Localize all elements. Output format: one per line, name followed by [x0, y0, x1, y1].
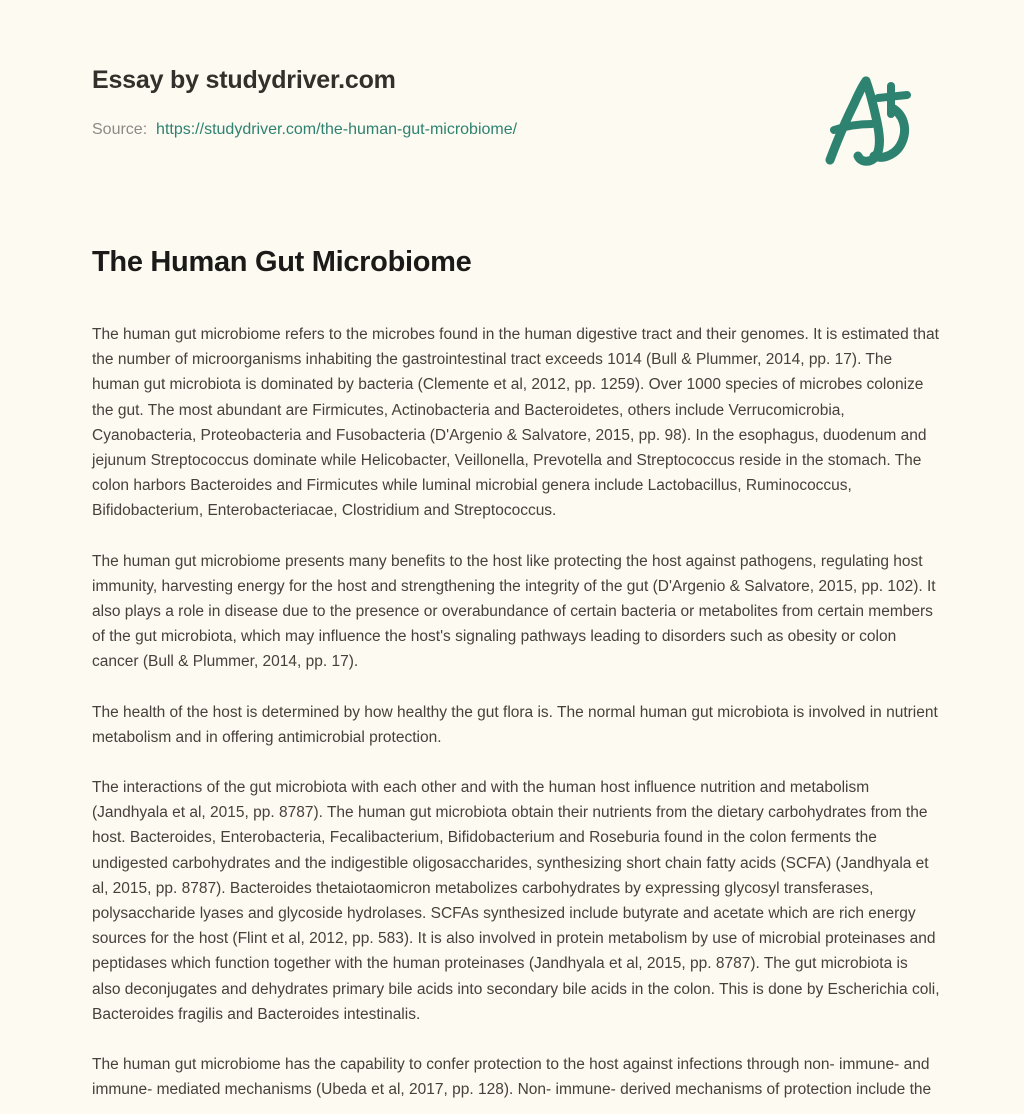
- source-label: Source:: [92, 121, 148, 138]
- source-url-link[interactable]: https://studydriver.com/the-human-gut-microbiome/: [156, 121, 518, 138]
- article-paragraph: The human gut microbiome has the capability to confer protection to the host against infections through non- immune- and immune- mediated mechanisms (Ubeda et al, 2017, pp. 128). Non- immune- derived mechanisms of protection include the: [92, 1056, 932, 1099]
- source-line: [92, 120, 517, 140]
- article-paragraph: The health of the host is determined by how healthy the gut flora is. The normal human gut microbiota is involved in nutrient metabolism and in offering antimicrobial protection.: [92, 703, 938, 746]
- article: [92, 244, 940, 1102]
- a-plus-logo-icon: [812, 64, 924, 168]
- article-body: [92, 322, 940, 1102]
- site-heading: Essay by studydriver.com: [92, 66, 396, 94]
- article-paragraph: The human gut microbiome presents many benefits to the host like protecting the host against pathogens, regulating host immunity, harvesting energy for the host and strengthening the integrity of the gut (D'Argenio & Salvatore, 2015, pp. 102). It also plays a role in disease due to the presence or overabundance of certain bacteria or metabolites from certain members of the gut microbiota, which may influence the host's signaling pathways leading to disorders such as obesity or colon cancer (Bull & Plummer, 2014, pp. 17).: [92, 552, 936, 671]
- page-header: [0, 0, 1024, 200]
- page-title: The Human Gut Microbiome: [92, 246, 472, 278]
- article-paragraph: The interactions of the gut microbiota with each other and with the human host influence nutrition and metabolism (Jandhyala et al, 2015, pp. 8787). The human gut microbiota obtain their nutrients from the dietary carbohydrates from the host. Bacteroides, Enterobacteria, Fecalibacterium, Bifidobacterium and Roseburia found in the colon ferments the undigested carbohydrates and the indigestible oligosaccharides, synthesizing short chain fatty acids (SCFA) (Jandhyala et al, 2015, pp. 8787). Bacteroides thetaiotaomicron metabolizes carbohydrates by expressing glycosyl transferases, polysaccharide lyases and glycoside hydrolases. SCFAs synthesized include butyrate and acetate which are rich energy sources for the host (Flint et al, 2012, pp. 583). It is also involved in protein metabolism by use of microbial proteinases and peptidases which function together with the human proteinases (Jandhyala et al, 2015, pp. 8787). The gut microbiota is also deconjugates and dehydrates primary bile acids into secondary bile acids in the colon. This is done by Escherichia coli, Bacteroides fragilis and Bacteroides intestinalis.: [92, 779, 940, 1023]
- a-plus-logo: [812, 64, 924, 168]
- article-paragraph: The human gut microbiome refers to the microbes found in the human digestive tract and their genomes. It is estimated that the number of microorganisms inhabiting the gastrointestinal tract exceeds 1014 (Bull & Plummer, 2014, pp. 17). The human gut microbiota is dominated by bacteria (Clemente et al, 2012, pp. 1259). Over 1000 species of microbes colonize the gut. The most abundant are Firmicutes, Actinobacteria and Bacteroidetes, others include Verrucomicrobia, Cyanobacteria, Proteobacteria and Fusobacteria (D'Argenio & Salvatore, 2015, pp. 98). In the esophagus, duodenum and jejunum Streptococcus dominate while Helicobacter, Veillonella, Prevotella and Streptococcus reside in the stomach. The colon harbors Bacteroides and Firmicutes while luminal microbial genera include Lactobacillus, Ruminococcus, Bifidobacterium, Enterobacteriacae, Clostridium and Streptococcus.: [92, 326, 939, 520]
